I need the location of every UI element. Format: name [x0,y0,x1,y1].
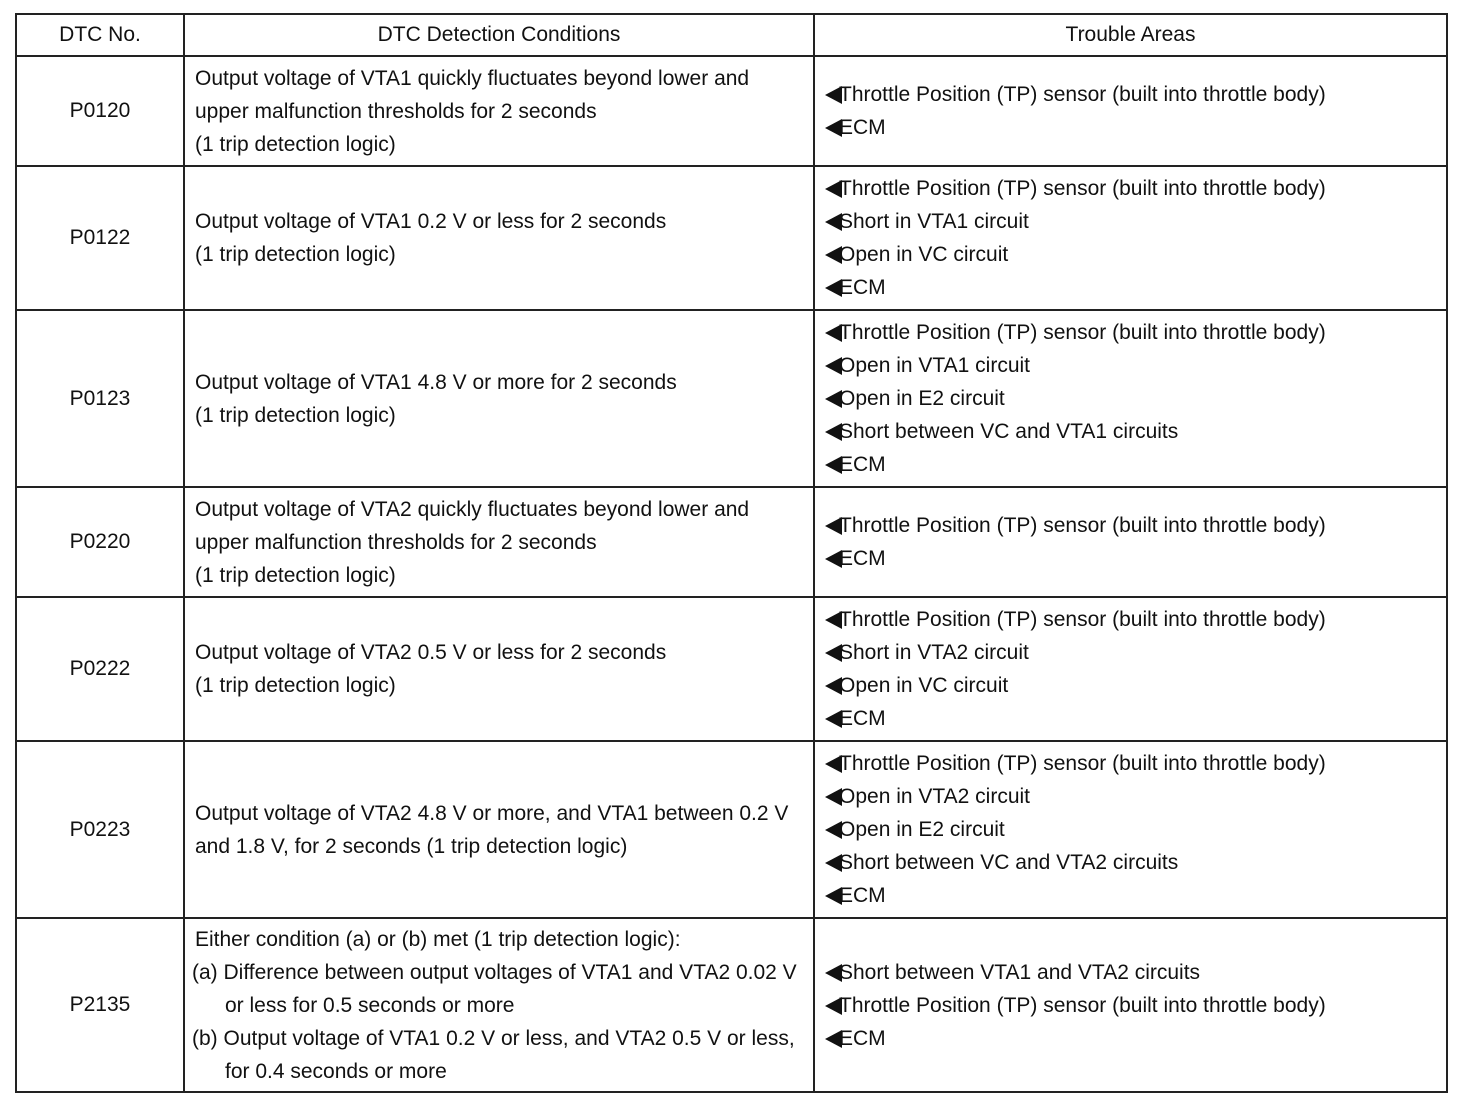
trouble-area-item [825,813,1446,846]
trouble-area-text: Short between VC and VTA1 circuits [839,420,1179,443]
condition-line: Output voltage of VTA2 0.5 V or less for 2 seconds [195,641,667,664]
trouble-area-text: ECM [839,453,886,476]
trouble-area-text: Throttle Position (TP) sensor (built into throttle body) [839,608,1326,631]
condition-line: Either condition (a) or (b) met (1 trip detection logic): [195,927,681,951]
trouble-area-text: Throttle Position (TP) sensor (built into throttle body) [839,514,1326,537]
condition-line: Output voltage of VTA1 0.2 V or less for 2 seconds [195,210,667,233]
trouble-area-text: Open in VC circuit [839,674,1009,697]
trouble-area-text: Throttle Position (TP) sensor (built into throttle body) [839,993,1326,1017]
trouble-area-item [825,316,1446,349]
trouble-area-item [825,448,1446,481]
trouble-area-text: Short between VC and VTA2 circuits [839,851,1179,874]
trouble-area-text: Short in VTA1 circuit [839,210,1029,233]
trouble-areas [814,310,1447,487]
trouble-area-item [825,238,1446,271]
table-row [16,918,1447,1092]
condition-line: upper malfunction thresholds for 2 seconds [195,530,597,554]
trouble-area-item [825,205,1446,238]
table-row [16,487,1447,597]
trouble-area-item [825,382,1446,415]
trouble-area-text: Throttle Position (TP) sensor (built into throttle body) [839,752,1326,775]
trouble-area-item [825,669,1446,702]
trouble-area-text: Open in VTA2 circuit [839,785,1031,808]
header-trouble-areas: Trouble Areas [814,14,1447,56]
condition-line: Output voltage of VTA1 4.8 V or more for 2 seconds [195,370,677,394]
condition-line: (b) Output voltage of VTA1 0.2 V or less, and VTA2 0.5 V or less, for 0.4 seconds or more [192,1026,795,1083]
detection-conditions [184,597,814,741]
trouble-area-item [825,509,1446,542]
detection-conditions [184,56,814,166]
trouble-area-item [825,702,1446,735]
trouble-areas [814,166,1447,310]
dtc-code: P0223 [16,741,184,918]
dtc-code: P0123 [16,310,184,487]
condition-line: (1 trip detection logic) [195,243,396,266]
trouble-area-item [825,78,1446,111]
trouble-area-item [825,989,1446,1022]
trouble-area-item [825,603,1446,636]
trouble-area-item [825,956,1446,989]
trouble-area-text: Throttle Position (TP) sensor (built into throttle body) [839,177,1326,200]
trouble-area-item [825,636,1446,669]
trouble-areas [814,597,1447,741]
detection-conditions [184,918,814,1092]
trouble-area-item [825,1022,1446,1055]
trouble-area-item [825,846,1446,879]
condition-line: (1 trip detection logic) [195,132,396,156]
dtc-code: P0222 [16,597,184,741]
header-dtc-no: DTC No. [16,14,184,56]
trouble-areas [814,56,1447,166]
dtc-code: P0120 [16,56,184,166]
trouble-area-item [825,415,1446,448]
table-row [16,310,1447,487]
condition-line: (1 trip detection logic) [195,674,396,697]
trouble-area-item [825,747,1446,780]
table-row [16,166,1447,310]
trouble-area-text: Throttle Position (TP) sensor (built into throttle body) [839,321,1326,344]
trouble-area-item [825,879,1446,912]
trouble-area-text: ECM [839,1026,886,1050]
detection-conditions [184,310,814,487]
trouble-area-text: Open in E2 circuit [839,387,1005,410]
trouble-area-text: ECM [839,276,886,299]
trouble-area-item [825,542,1446,575]
condition-line: Output voltage of VTA2 quickly fluctuates beyond lower and [195,497,750,521]
trouble-area-text: Throttle Position (TP) sensor (built into throttle body) [839,83,1326,106]
trouble-area-text: ECM [839,884,886,907]
dtc-code: P2135 [16,918,184,1092]
trouble-area-text: ECM [839,116,886,139]
condition-line: (1 trip detection logic) [195,563,396,587]
condition-line: (1 trip detection logic) [195,403,396,427]
dtc-code: P0220 [16,487,184,597]
detection-conditions [184,741,814,918]
trouble-area-text: Short between VTA1 and VTA2 circuits [839,960,1201,984]
condition-line: Output voltage of VTA2 4.8 V or more, and VTA1 between 0.2 V and 1.8 V, for 2 seconds (1 trip detection logic) [195,801,789,858]
trouble-area-text: Open in VTA1 circuit [839,354,1031,377]
trouble-area-text: ECM [839,547,886,570]
detection-conditions [184,166,814,310]
trouble-area-item [825,172,1446,205]
trouble-area-text: Open in VC circuit [839,243,1009,266]
trouble-areas [814,487,1447,597]
trouble-areas [814,741,1447,918]
header-detection-conditions: DTC Detection Conditions [184,14,814,56]
trouble-area-text: Open in E2 circuit [839,818,1005,841]
dtc-table [15,13,1448,1093]
condition-line: upper malfunction thresholds for 2 seconds [195,99,597,123]
trouble-areas [814,918,1447,1092]
condition-line: (a) Difference between output voltages of VTA1 and VTA2 0.02 V or less for 0.5 seconds or more [192,960,797,1017]
table-header-row [16,14,1447,56]
trouble-area-text: ECM [839,707,886,730]
detection-conditions [184,487,814,597]
trouble-area-item [825,349,1446,382]
table-row [16,597,1447,741]
trouble-area-text: Short in VTA2 circuit [839,641,1029,664]
trouble-area-item [825,780,1446,813]
condition-line: Output voltage of VTA1 quickly fluctuates beyond lower and [195,66,750,90]
table-row [16,56,1447,166]
trouble-area-item [825,111,1446,144]
dtc-code: P0122 [16,166,184,310]
trouble-area-item [825,271,1446,304]
table-row [16,741,1447,918]
